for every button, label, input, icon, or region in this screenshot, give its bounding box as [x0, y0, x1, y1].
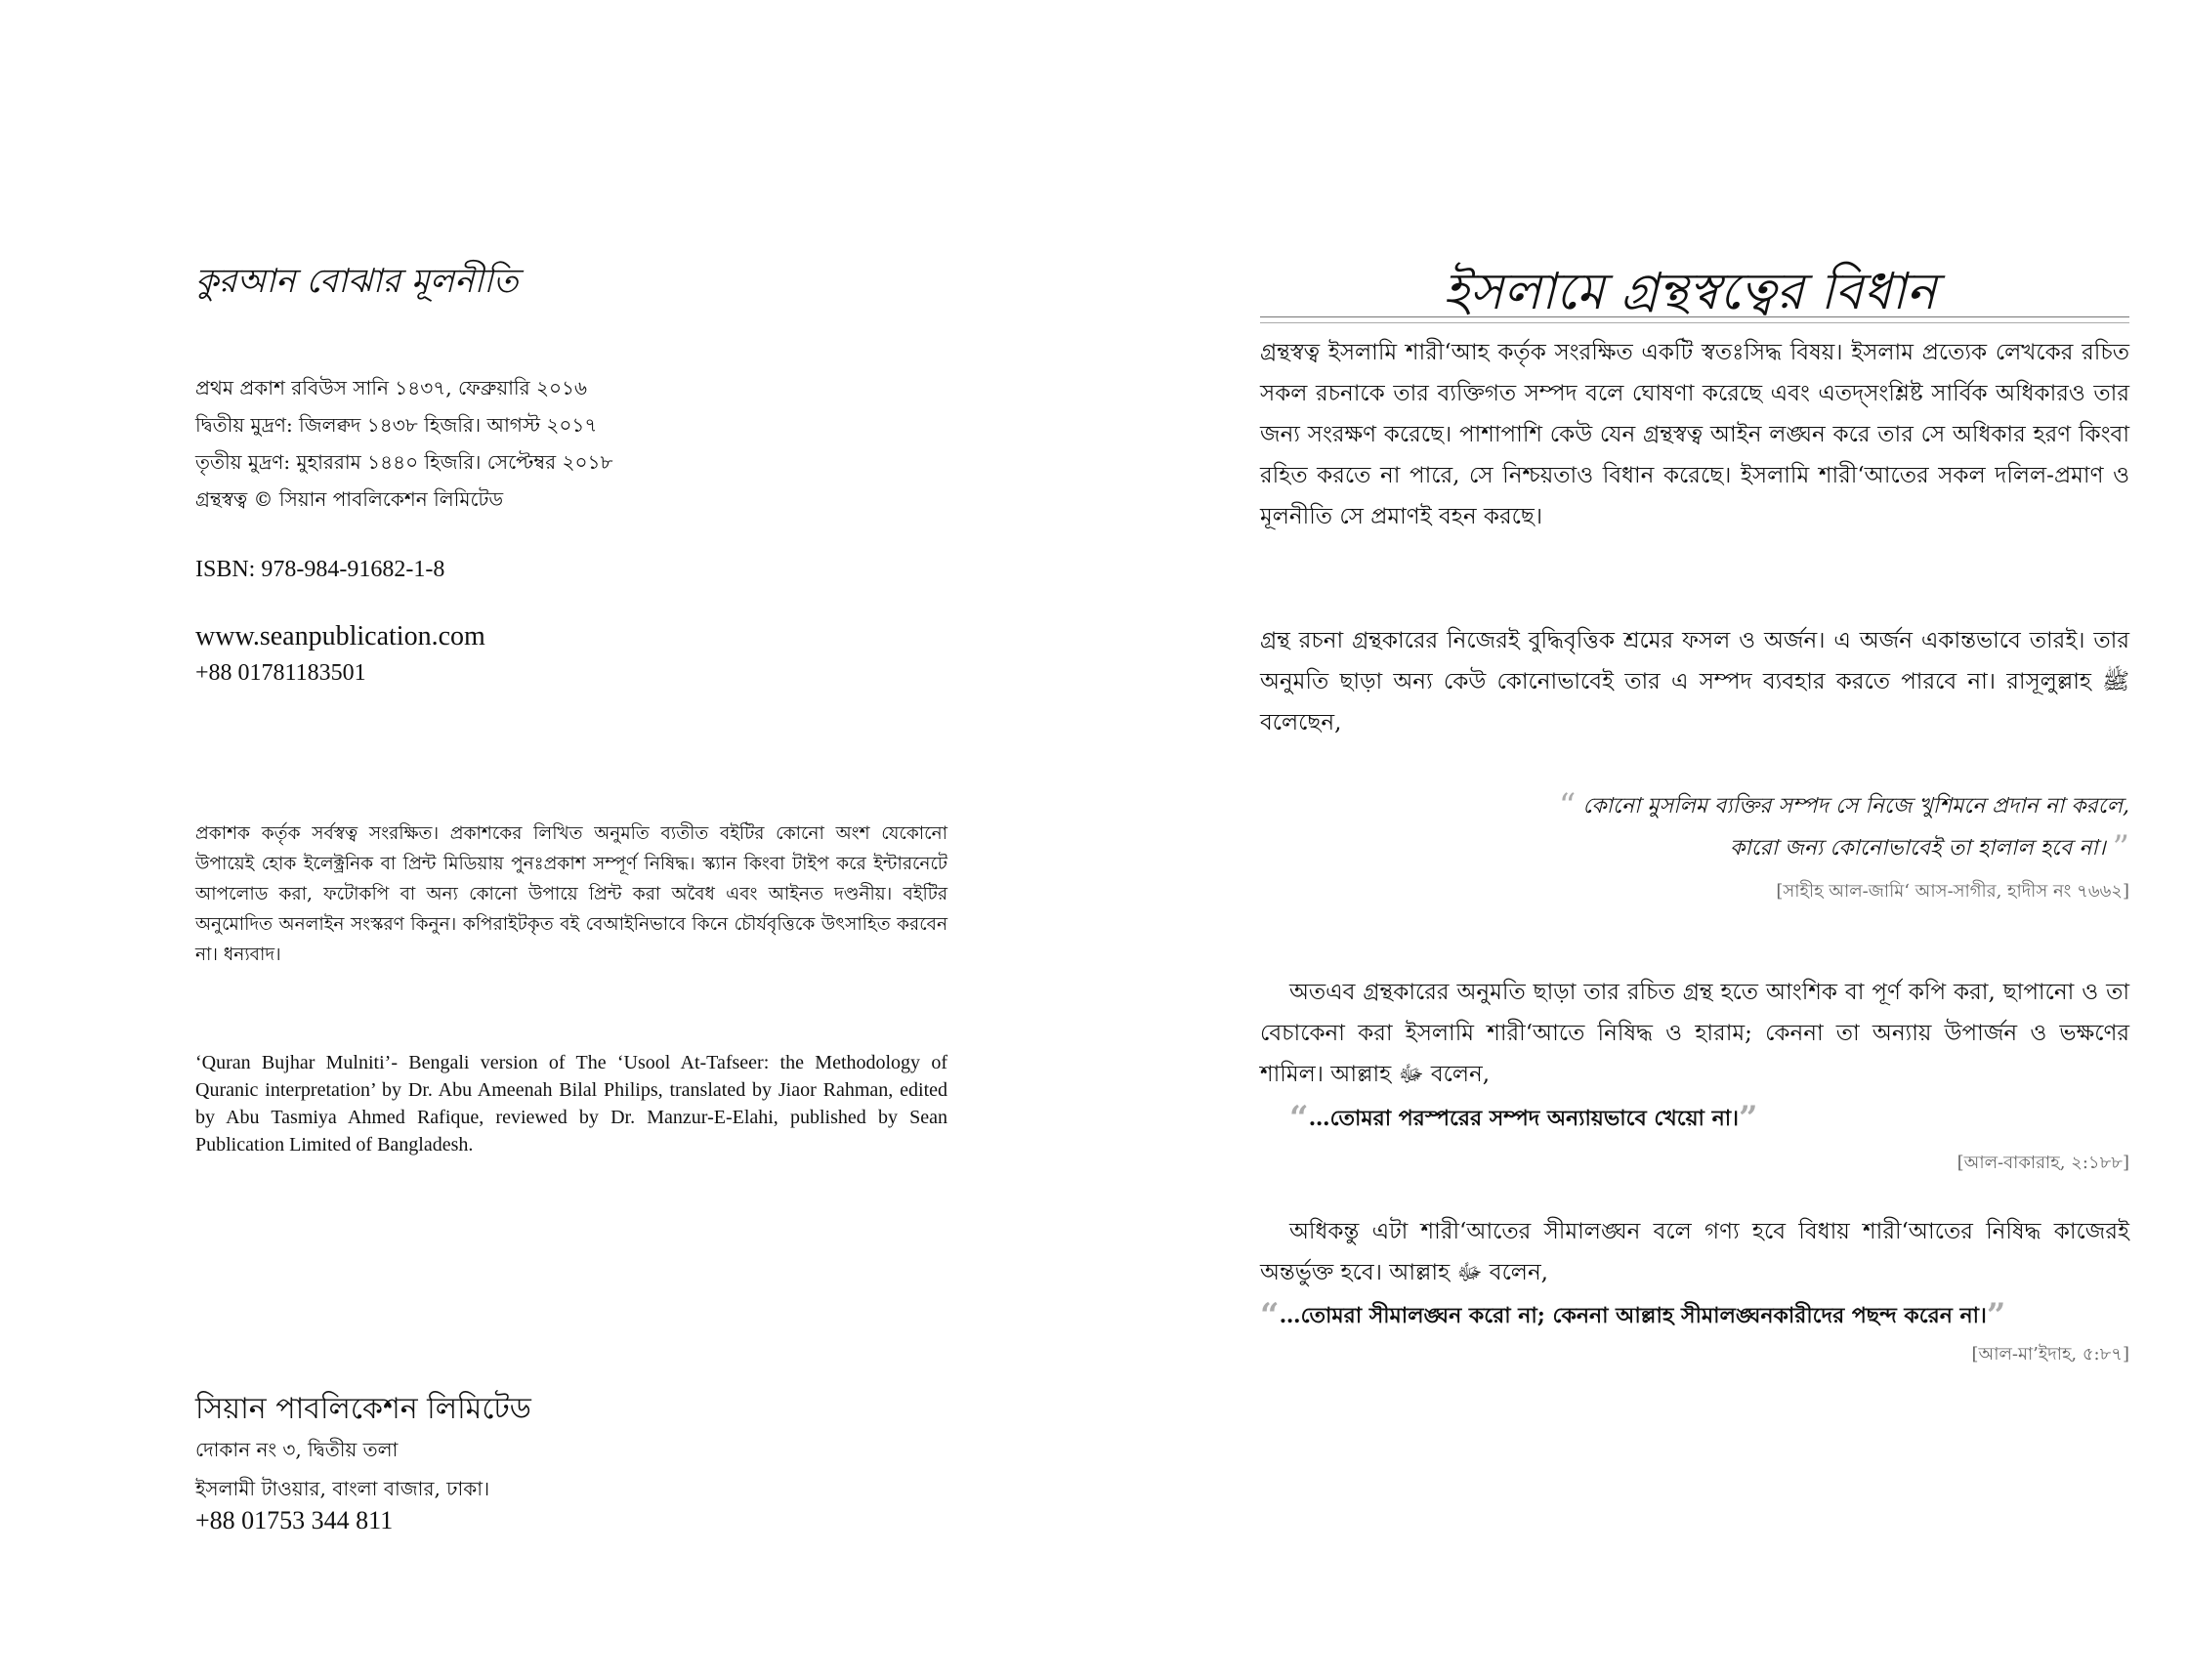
publisher-name: সিয়ান পাবলিকেশন লিমিটেড — [195, 1392, 531, 1426]
edition-third: তৃতীয় মুদ্রণ: মুহাররাম ১৪৪০ হিজরি। সেপ্টেম্বর ২০১৮ — [195, 450, 613, 474]
isbn: ISBN: 978-984-91682-1-8 — [195, 557, 445, 582]
paragraph-3: অতএব গ্রন্থকারের অনুমতি ছাড়া তার রচিত গ্রন্থ হতে আংশিক বা পূর্ণ কপি করা, ছাপানো ও তা বেচাকেনা করা ইসলামি শারী‘আতে নিষিদ্ধ ও হারাম; কেননা তা অন্যায় উপার্জন ও ভক্ষণের শামিল। আল্লাহ ﷻ বলেন, — [1260, 980, 2129, 1087]
english-credits: ‘Quran Bujhar Mulniti’- Bengali version of The ‘Usool At-Tafseer: the Methodology of Quranic interpretation’ by Dr. Abu Ameenah Bilal Philips, translated by Jiaor Rahman, edited by Abu Tasmiya Ahmed Rafique, reviewed by Dr. Manzur-E-Elahi, published by Sean Publication Limited of Bangladesh. — [195, 1052, 947, 1155]
right-page — [1094, 0, 2188, 1680]
page-heading: ইসলামে গ্রন্থস্বত্বের বিধান — [1443, 263, 1937, 321]
quran-quote-1 — [1289, 1098, 2159, 1139]
edition-second: দ্বিতীয় মুদ্রণ: জিলক্বদ ১৪৩৮ হিজরি। আগস্ট ২০১৭ — [195, 413, 598, 437]
quote-1-text: …তোমরা পরস্পরের সম্পদ অন্যায়ভাবে খেয়ো না। — [1308, 1106, 1739, 1131]
close-quote-mark: ” — [1738, 1099, 1758, 1138]
quote-2-text: …তোমরা সীমালঙ্ঘন করো না; কেননা আল্লাহ সীমালঙ্ঘনকারীদের পছন্দ করেন না। — [1279, 1303, 1987, 1328]
open-quote-mark: “ — [1289, 1099, 1309, 1138]
address-line-2: ইসলামী টাওয়ার, বাংলা বাজার, ঢাকা। — [195, 1477, 490, 1500]
close-quote-mark: ” — [1986, 1296, 2006, 1335]
book-title: কুরআন বোঝার মূলনীতি — [195, 262, 519, 301]
publisher-address — [195, 1430, 489, 1508]
paragraph-2: গ্রন্থ রচনা গ্রন্থকারের নিজেরই বুদ্ধিবৃত্তিক শ্রমের ফসল ও অর্জন। এ অর্জন একান্তভাবে তারই। তার অনুমতি ছাড়া অন্য কেউ কোনোভাবেই তার এ সম্পদ ব্যবহার করতে পারবে না। রাসূলুল্লাহ ﷺ বলেছেন, — [1260, 628, 2129, 735]
heading-rule — [1260, 316, 2129, 317]
website-link[interactable]: www.seanpublication.com — [195, 621, 485, 651]
quran-quote-2 — [1260, 1295, 2129, 1336]
address-line-1: দোকান নং ৩, দ্বিতীয় তলা — [195, 1438, 399, 1461]
paragraph-1: গ্রন্থস্বত্ব ইসলামি শারী‘আহ কর্তৃক সংরক্ষিত একটি স্বতঃসিদ্ধ বিষয়। ইসলাম প্রত্যেক লেখকের রচিত সকল রচনাকে তার ব্যক্তিগত সম্পদ বলে ঘোষণা করেছে এবং এতদ্‌সংশ্লিষ্ট সার্বিক অধিকারও তার জন্য সংরক্ষণ করেছে। পাশাপাশি কেউ যেন গ্রন্থস্বত্ব আইন লঙ্ঘন করে তার সে অধিকার হরণ কিংবা রহিত করতে না পারে, সে নিশ্চয়তাও বিধান করেছে। ইসলামি শারী‘আতের সকল দলিল-প্রমাণ ও মূলনীতি সে প্রমাণই বহন করছে। — [1260, 340, 2129, 529]
hadith-text: কোনো মুসলিম ব্যক্তির সম্পদ সে নিজে খুশিমনে প্রদান না করলে, কারো জন্য কোনোভাবেই তা হালাল হবে না। — [1582, 794, 2129, 861]
open-quote-mark: “ — [1558, 786, 1577, 825]
contact-phone: +88 01781183501 — [195, 660, 366, 686]
hadith-quote — [1553, 785, 2129, 869]
close-quote-mark: ” — [2112, 828, 2129, 867]
hadith-reference: [সাহীহ আল-জামি‘ আস-সাগীর, হাদীস নং ৭৬৬২] — [1776, 881, 2129, 902]
open-quote-mark: “ — [1260, 1296, 1280, 1335]
copyright-line: গ্রন্থস্বত্ব © সিয়ান পাবলিকেশন লিমিটেড — [195, 487, 504, 511]
quote-1-reference: [আল-বাকারাহ, ২:১৮৮] — [1957, 1153, 2129, 1173]
edition-first: প্রথম প্রকাশ রবিউস সানি ১৪৩৭, ফেব্রুয়ারি ২০১৬ — [195, 376, 587, 399]
paragraph-4: অধিকন্তু এটা শারী‘আতের সীমালঙ্ঘন বলে গণ্য হবে বিধায় শারী‘আতের নিষিদ্ধ কাজেরই অন্তর্ভুক্ত হবে। আল্লাহ ﷻ বলেন, — [1260, 1219, 2129, 1285]
edition-info — [195, 369, 613, 518]
publisher-phone: +88 01753 344 811 — [195, 1506, 394, 1534]
quote-2-reference: [আল-মা’ইদাহ, ৫:৮৭] — [1971, 1344, 2129, 1365]
heading-rule-thin — [1260, 322, 2129, 323]
rights-notice: প্রকাশক কর্তৃক সর্বস্বত্ব সংরক্ষিত। প্রকাশকের লিখিত অনুমতি ব্যতীত বইটির কোনো অংশ যেকোনো উপায়েই হোক ইলেক্ট্রনিক বা প্রিন্ট মিডিয়ায় পুনঃপ্রকাশ সম্পূর্ণ নিষিদ্ধ। স্ক্যান কিংবা টাইপ করে ইন্টারনেটে আপলোড করা, ফটোকপি বা অন্য কোনো উপায়ে প্রিন্ট করা অবৈধ এবং আইনত দণ্ডনীয়। বইটির অনুমোদিত অনলাইন সংস্করণ কিনুন। কপিরাইটকৃত বই বেআইনিভাবে কিনে চৌর্যবৃত্তিকে উৎসাহিত করবেন না। ধন্যবাদ। — [195, 823, 947, 965]
